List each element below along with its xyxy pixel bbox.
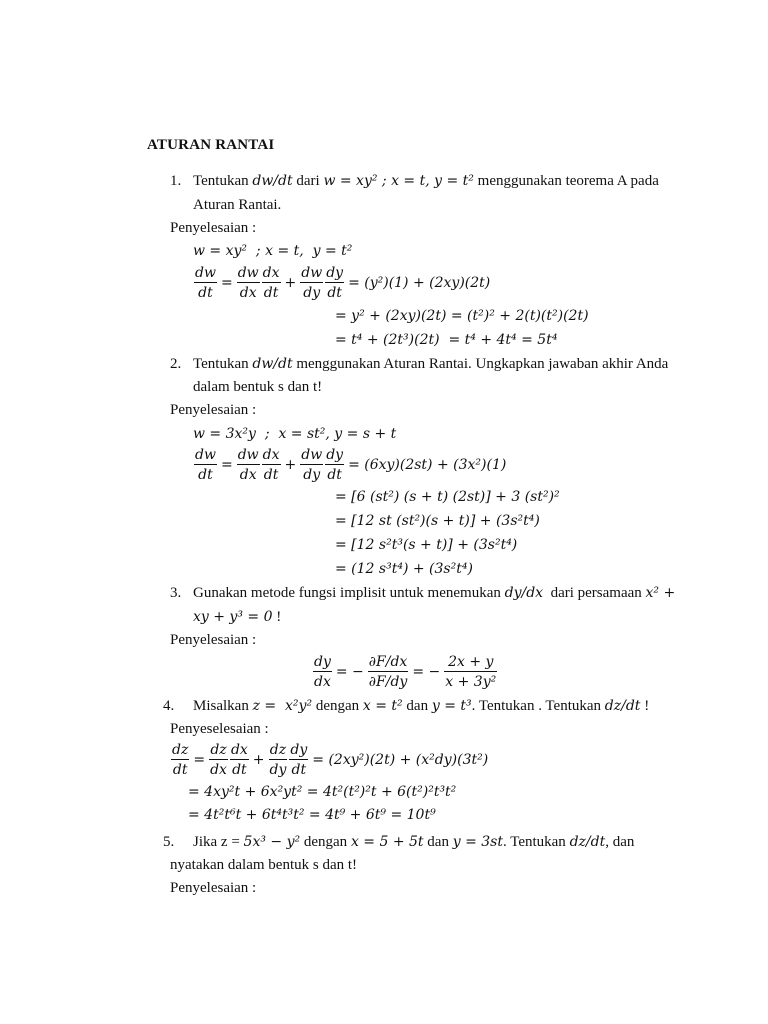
plus-sign: +: [252, 752, 265, 768]
solution-step: = (12 s³t⁴) + (3s²t⁴): [335, 561, 473, 577]
math-expression: dy/dx: [504, 585, 544, 601]
fraction-denominator: dt: [198, 285, 213, 301]
fraction: [269, 742, 288, 778]
solution-step: = [12 st (st²)(s + t)] + (3s²t⁴): [335, 513, 540, 529]
question-text: dengan: [300, 834, 351, 850]
chain-rule-result: = (6xy)(2st) + (3x²)(1): [348, 457, 507, 473]
fraction-denominator: dy: [269, 762, 287, 778]
fraction-denominator: ∂F/dy: [368, 674, 408, 690]
fraction: [444, 654, 497, 690]
problem-3-question-line-2: [193, 608, 281, 626]
problem-1-chain-rule: [193, 265, 490, 301]
fraction-denominator: dt: [232, 762, 247, 778]
problem-4-step-1: [188, 783, 456, 801]
question-text: Jika z =: [193, 834, 244, 850]
problem-4-solution-label-line: [170, 720, 269, 738]
problem-2-step-1: [335, 488, 560, 506]
equals-sign: =: [220, 275, 233, 291]
problem-2-step-4: [335, 560, 473, 578]
fraction-numerator: dy: [326, 265, 344, 281]
problem-2-step-3: [335, 536, 517, 554]
fraction: [289, 742, 308, 778]
fraction-numerator: dy: [290, 742, 308, 758]
question-text: dari: [292, 173, 324, 189]
math-expression: x² +: [645, 585, 676, 601]
question-text: dalam bentuk s dan t!: [193, 379, 323, 395]
fraction-numerator: dx: [230, 742, 248, 758]
fraction-numerator: dz: [269, 742, 287, 758]
plus-sign: +: [284, 457, 297, 473]
solution-label: Penyelesaian :: [170, 220, 257, 236]
problem-2-given-line: [193, 425, 396, 443]
fraction-denominator: dt: [172, 762, 188, 778]
fraction-denominator: dt: [291, 762, 307, 778]
fraction-denominator: dt: [327, 285, 342, 301]
math-expression: x = 5 + 5t: [350, 834, 424, 850]
problem-3-question-line-1: [193, 584, 675, 602]
question-text: Tentukan: [193, 173, 253, 189]
solution-step: = [12 s²t³(s + t)] + (3s²t⁴): [335, 537, 518, 553]
math-expression: xy + y³ = 0: [193, 609, 273, 625]
problem-5-number: 5.: [163, 834, 175, 850]
fraction-denominator: dx: [239, 285, 257, 301]
equals-minus-sign: = −: [412, 664, 441, 680]
solution-step: = y² + (2xy)(2t) = (t²)² + 2(t)(t²)(2t): [335, 308, 589, 324]
fraction: [325, 447, 344, 483]
fraction-numerator: ∂F/dx: [368, 654, 408, 670]
fraction-numerator: dx: [262, 447, 280, 463]
problem-1-step-2: [335, 331, 557, 349]
problem-4-number-line: [163, 697, 174, 715]
question-text: Gunakan metode fungsi implisit untuk menemukan: [193, 585, 505, 601]
problem-4-question-line-1: [193, 697, 649, 715]
fraction-numerator: dx: [262, 265, 280, 281]
math-expression: w = xy² ; x = t, y = t²: [323, 173, 474, 189]
question-text: Aturan Rantai.: [193, 197, 282, 213]
fraction-denominator: dt: [198, 467, 213, 483]
solution-label: Penyelesaian :: [170, 880, 257, 896]
chain-rule-result: = (2xy²)(2t) + (x²dy)(3t²): [312, 752, 489, 768]
problem-2-solution-label-line: [170, 401, 256, 419]
fraction: [262, 265, 281, 301]
fraction-denominator: dx: [314, 674, 331, 690]
fraction-numerator: dw: [237, 447, 259, 463]
fraction: [325, 265, 344, 301]
question-text: !: [640, 698, 650, 714]
fraction: [171, 742, 189, 778]
fraction: [262, 447, 281, 483]
fraction-denominator: dy: [303, 285, 321, 301]
solution-label: Penyelesaian :: [170, 632, 257, 648]
problem-1-step-1: [335, 307, 589, 325]
equals-sign: =: [220, 457, 233, 473]
question-text: Misalkan: [193, 698, 253, 714]
fraction-denominator: dy: [303, 467, 321, 483]
problem-4-number: 4.: [163, 698, 175, 714]
equals-sign: =: [193, 752, 206, 768]
fraction: [300, 265, 323, 301]
problem-3-implicit-derivative: [312, 654, 498, 690]
question-text: dan: [423, 834, 453, 850]
fraction: [237, 447, 260, 483]
chain-rule-result: = (y²)(1) + (2xy)(2t): [348, 275, 491, 291]
problem-4-chain-rule: [170, 742, 488, 778]
fraction-numerator: dw: [195, 265, 216, 281]
problem-3-solution-label-line: [170, 631, 256, 649]
plus-sign: +: [284, 275, 297, 291]
solution-step: = 4xy²t + 6x²yt² = 4t²(t²)²t + 6(t²)²t³t²: [188, 784, 457, 800]
title-line: [147, 136, 274, 154]
problem-1-number: 1.: [170, 173, 182, 189]
fraction-numerator: dw: [237, 265, 259, 281]
question-text: nyatakan dalam bentuk s dan t!: [170, 857, 358, 873]
math-expression: x = t²: [362, 698, 403, 714]
solution-step: = 4t²t⁶t + 6t⁴t³t² = 4t⁹ + 6t⁹ = 10t⁹: [188, 807, 436, 823]
problem-5-question-line-2: [170, 856, 357, 874]
math-expression: y = t³: [431, 698, 472, 714]
problem-1-number-line: [170, 172, 181, 190]
fraction-numerator: dw: [301, 265, 323, 281]
problem-1-given-line: [193, 242, 352, 260]
fraction: [368, 654, 409, 690]
math-expression: dw/dt: [252, 356, 293, 372]
solution-label: Penyelesaian :: [170, 402, 257, 418]
solution-label: Penyeselesaian :: [170, 721, 269, 737]
question-text: . Tentukan . Tentukan: [471, 698, 605, 714]
fraction: [194, 265, 217, 301]
question-text: menggunakan Aturan Rantai. Ungkapkan jawaban akhir Anda: [292, 356, 669, 372]
fraction: [237, 265, 260, 301]
question-text: , dan: [605, 834, 635, 850]
fraction-numerator: dz: [172, 742, 189, 758]
question-text: dan: [402, 698, 432, 714]
math-expression: z = x²y²: [252, 698, 313, 714]
problem-5-question-line-1: [193, 833, 634, 851]
fraction-denominator: dx: [210, 762, 227, 778]
fraction: [313, 654, 332, 690]
given-equations: w = 3x²y ; x = st², y = s + t: [193, 426, 397, 442]
fraction-denominator: dt: [263, 285, 279, 301]
fraction-numerator: dz: [210, 742, 227, 758]
solution-step: = t⁴ + (2t³)(2t) = t⁴ + 4t⁴ = 5t⁴: [335, 332, 558, 348]
fraction-numerator: dw: [301, 447, 323, 463]
math-expression: dz/dt: [604, 698, 641, 714]
fraction-numerator: 2x + y: [444, 654, 497, 672]
fraction: [230, 742, 249, 778]
fraction: [300, 447, 323, 483]
math-expression: dz/dt: [569, 834, 606, 850]
problem-2-step-2: [335, 512, 540, 530]
problem-3-number: 3.: [170, 585, 182, 601]
fraction: [209, 742, 228, 778]
fraction-denominator: dx: [239, 467, 257, 483]
problem-1-solution-label-line: [170, 219, 256, 237]
math-expression: dw/dt: [252, 173, 293, 189]
fraction-numerator: dw: [195, 447, 216, 463]
problem-2-chain-rule: [193, 447, 506, 483]
fraction-numerator: dy: [314, 654, 331, 670]
problem-3-number-line: [170, 584, 181, 602]
document-title: ATURAN RANTAI: [147, 137, 275, 153]
fraction-numerator: dy: [326, 447, 344, 463]
problem-5-number-line: [163, 833, 174, 851]
question-text: dari persamaan: [543, 585, 646, 601]
question-text: menggunakan teorema A pada: [473, 173, 659, 189]
question-text: . Tentukan: [502, 834, 570, 850]
problem-2-number: 2.: [170, 356, 182, 372]
solution-step: = [6 (st²) (s + t) (2st)] + 3 (st²)²: [335, 489, 560, 505]
math-expression: 5x³ − y²: [243, 834, 301, 850]
given-equations: w = xy² ; x = t, y = t²: [193, 243, 353, 259]
fraction-denominator: dt: [327, 467, 342, 483]
question-text: !: [272, 609, 282, 625]
problem-4-step-2: [188, 806, 436, 824]
equals-minus-sign: = −: [335, 664, 364, 680]
question-text: Tentukan: [193, 356, 253, 372]
problem-5-solution-label-line: [170, 879, 256, 897]
question-text: dengan: [312, 698, 363, 714]
fraction: [194, 447, 217, 483]
math-expression: y = 3st: [452, 834, 503, 850]
fraction-denominator: dt: [263, 467, 279, 483]
problem-2-question-line-1: [193, 355, 668, 373]
problem-1-question-line-2: [193, 196, 281, 214]
problem-1-question-line-1: [193, 172, 659, 190]
problem-2-number-line: [170, 355, 181, 373]
fraction-denominator: x + 3y²: [445, 674, 497, 690]
problem-2-question-line-2: [193, 378, 322, 396]
